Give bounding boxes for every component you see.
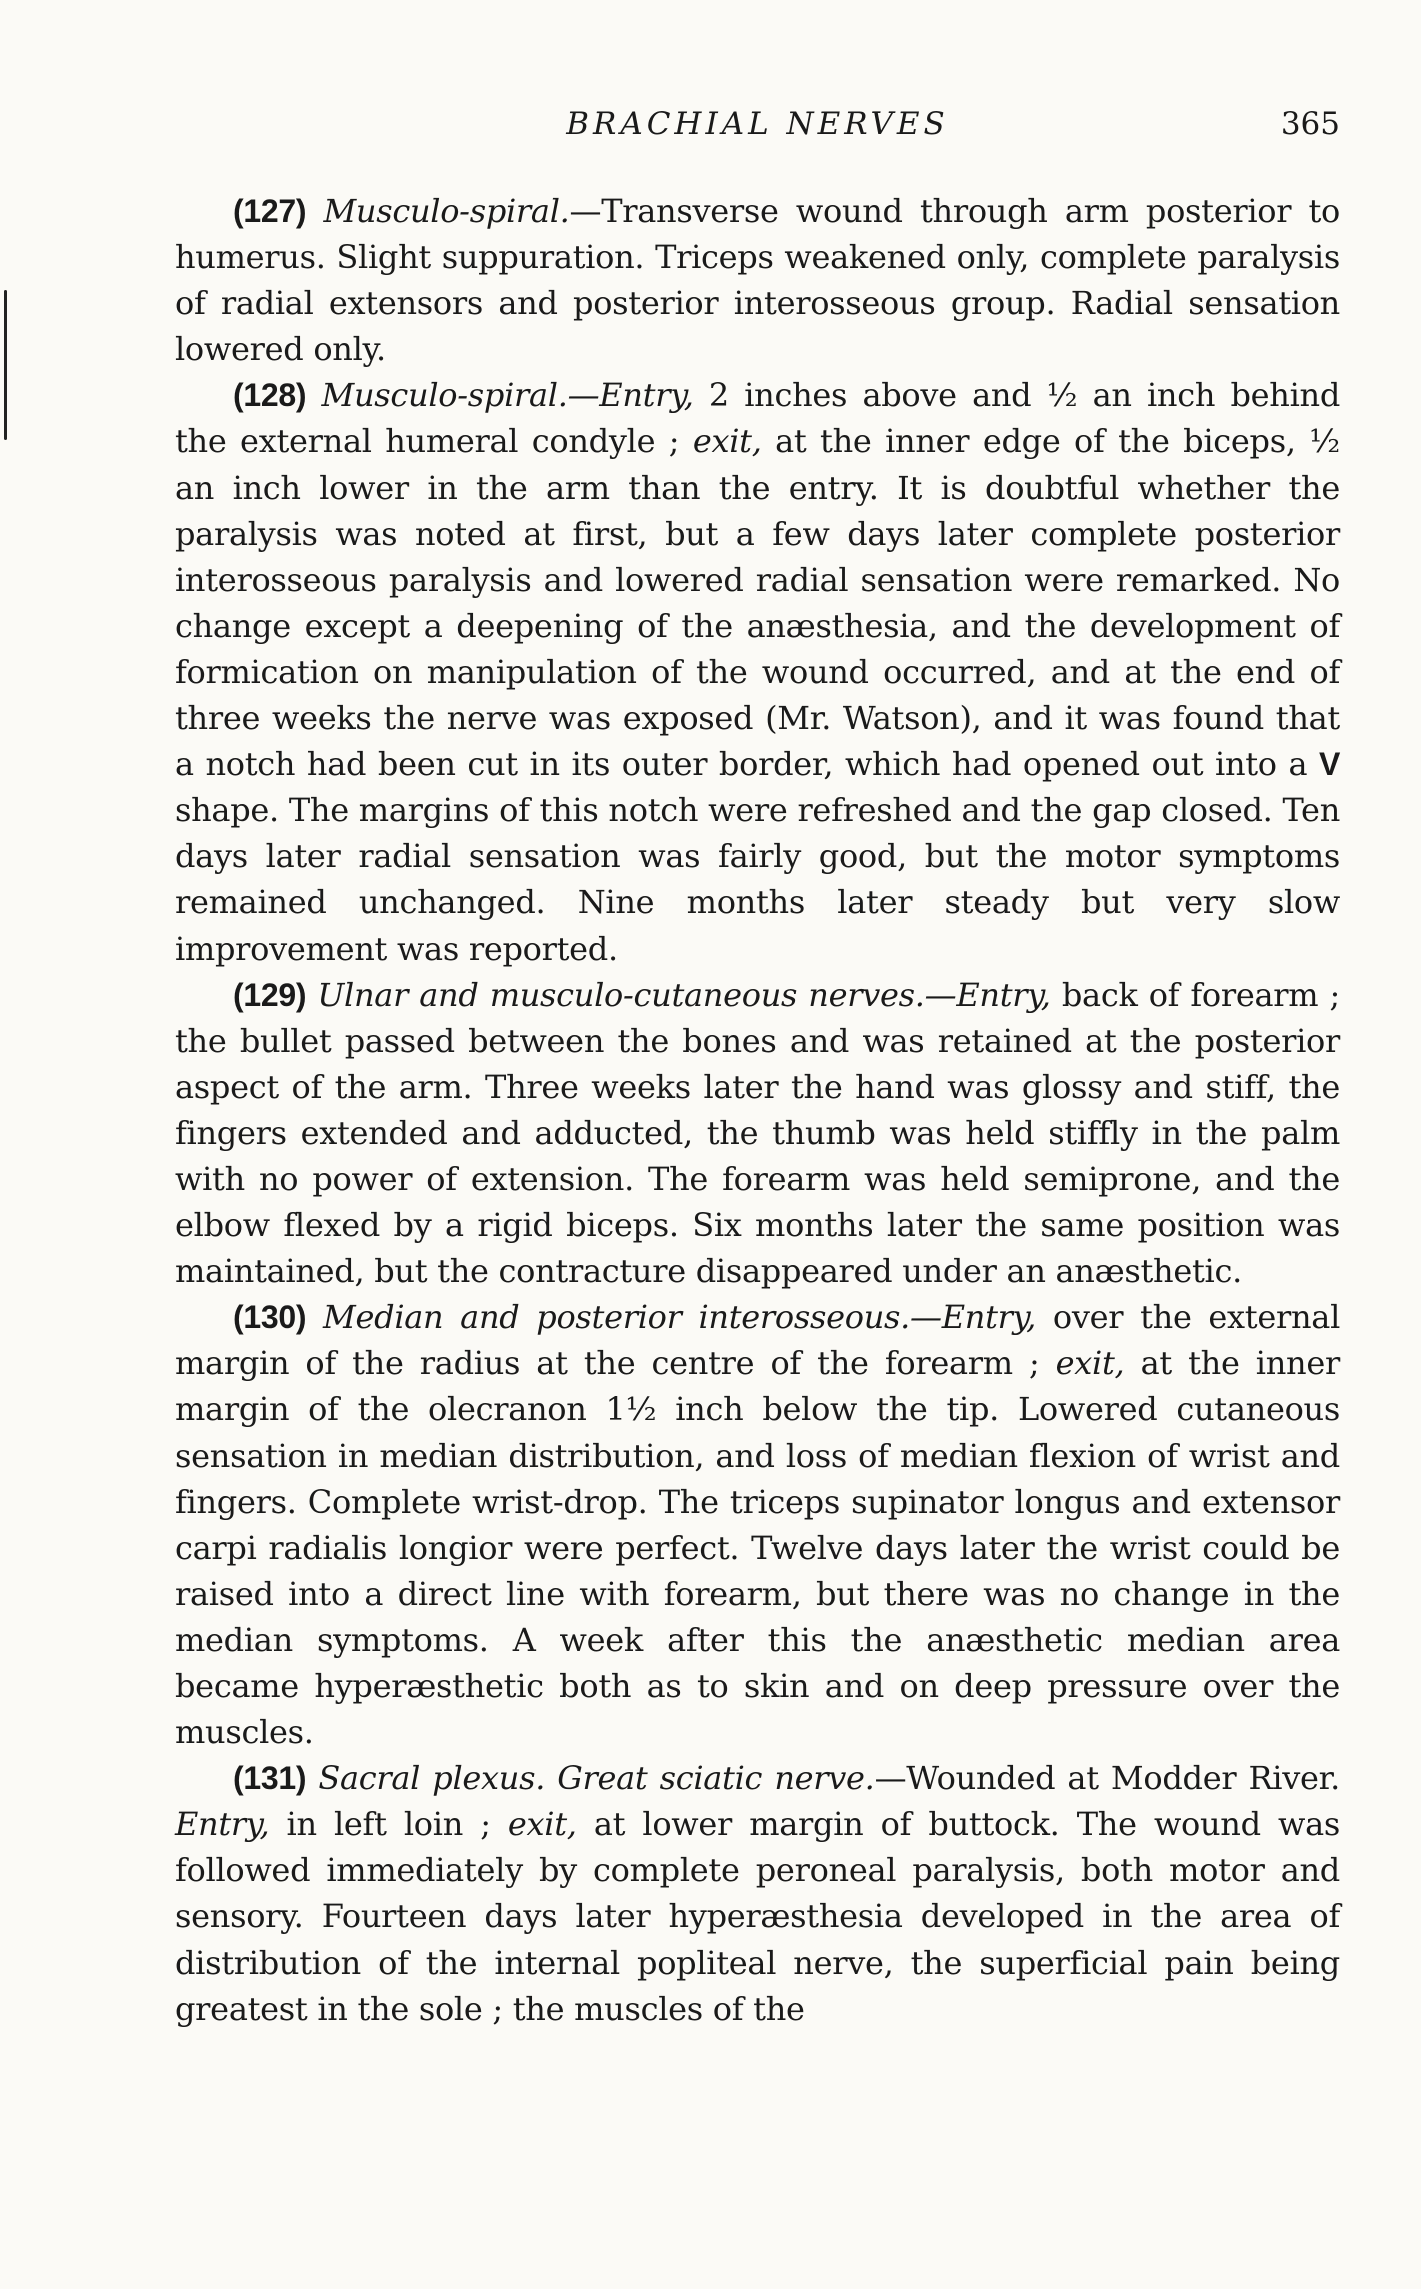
case-text: Wounded at Modder River.	[906, 1759, 1340, 1798]
dash: —	[569, 192, 602, 230]
case-title: Musculo-spiral.	[323, 192, 570, 230]
case-number: (128)	[233, 377, 307, 414]
entry-label: Entry,	[175, 1805, 270, 1844]
exit-label: exit,	[692, 422, 762, 461]
case-title: Ulnar and musculo-cutaneous nerves.—Entry,	[317, 975, 1051, 1014]
page-header	[175, 100, 1340, 160]
case-text: back of forearm ; the bullet passed between the bones and was retained at the posterior aspect of the arm. Three weeks later the hand was glossy and stiff, the fingers extended and adducted, the thumb was held stiffly in the palm with no power of extension. The forearm was held semiprone, and the elbow flexed by a rigid biceps. Six months later the same position was maintained, but the contracture disappeared under an anæsthetic.	[175, 975, 1340, 1291]
case-title: Sacral plexus. Great sciatic nerve.	[318, 1759, 875, 1798]
exit-label: exit,	[1055, 1344, 1125, 1383]
case-text: 2 inches above and ½ an inch behind the external humeral condyle ;	[175, 376, 1341, 461]
case-number: (130)	[233, 1299, 307, 1336]
dash: —	[874, 1759, 907, 1798]
body-text	[175, 188, 1340, 2032]
case-129	[175, 972, 1340, 1295]
case-text: at the inner margin of the olecranon 1½ inch below the tip. Lowered cutaneous sensation in median distribution, and loss of median flexion of wrist and fingers. Complete wrist-drop. The triceps supinator longus and extensor carpi radialis longior were perfect. Twelve days later the wrist could be raised into a direct line with forearm, but there was no change in the median symptoms. A week after this the anæsthetic median area became hyperæsthetic both as to skin and on deep pressure over the muscles.	[175, 1344, 1340, 1752]
case-130	[175, 1294, 1340, 1755]
case-text: over the external margin of the radius at the centre of the forearm ;	[175, 1298, 1340, 1383]
case-title: Musculo-spiral.—Entry,	[321, 376, 694, 415]
running-head: BRACHIAL NERVES	[566, 106, 949, 142]
exit-label: exit,	[507, 1805, 577, 1844]
case-127	[175, 188, 1340, 372]
case-text: at the inner edge of the biceps, ½ an inch lower in the arm than the entry. It is doubtful whether the paralysis was noted at first, but a few days later complete posterior interosseous paralysis and lowered radial sensation were remarked. No change except a deepening of the anæsthesia, and the development of formication on manipulation of the wound occurred, and at the end of three weeks the nerve was exposed (Mr. Watson), and it was found that a notch had been cut in its outer border, which had opened out into a	[175, 422, 1340, 784]
page-number: 365	[1280, 106, 1340, 142]
case-128	[175, 372, 1340, 971]
case-number: (127)	[233, 193, 307, 229]
case-title: Median and posterior interosseous.—Entry,	[323, 1298, 1037, 1337]
margin-mark	[4, 290, 7, 440]
case-text: shape. The margins of this notch were refreshed and the gap closed. Ten days later radial sensation was fairly good, but the motor symptoms remained unchanged. Nine months later steady but very slow improvement was reported.	[175, 791, 1340, 968]
v-symbol: V	[1318, 746, 1340, 783]
case-number: (131)	[233, 1760, 307, 1797]
case-text: at lower margin of buttock. The wound was followed immediately by complete peroneal paralysis, both motor and sensory. Fourteen days later hyperæsthesia developed in the area of distribution of the internal popliteal nerve, the superficial pain being greatest in the sole ; the muscles of the	[175, 1805, 1340, 2028]
case-131	[175, 1755, 1340, 2032]
case-text: Transverse wound through arm posterior to humerus. Slight suppuration. Triceps weakened only, complete paralysis of radial extensors and posterior interosseous group. Radial sensation lowered only.	[175, 192, 1340, 369]
case-text: in left loin ;	[269, 1805, 508, 1844]
case-number: (129)	[233, 976, 307, 1013]
